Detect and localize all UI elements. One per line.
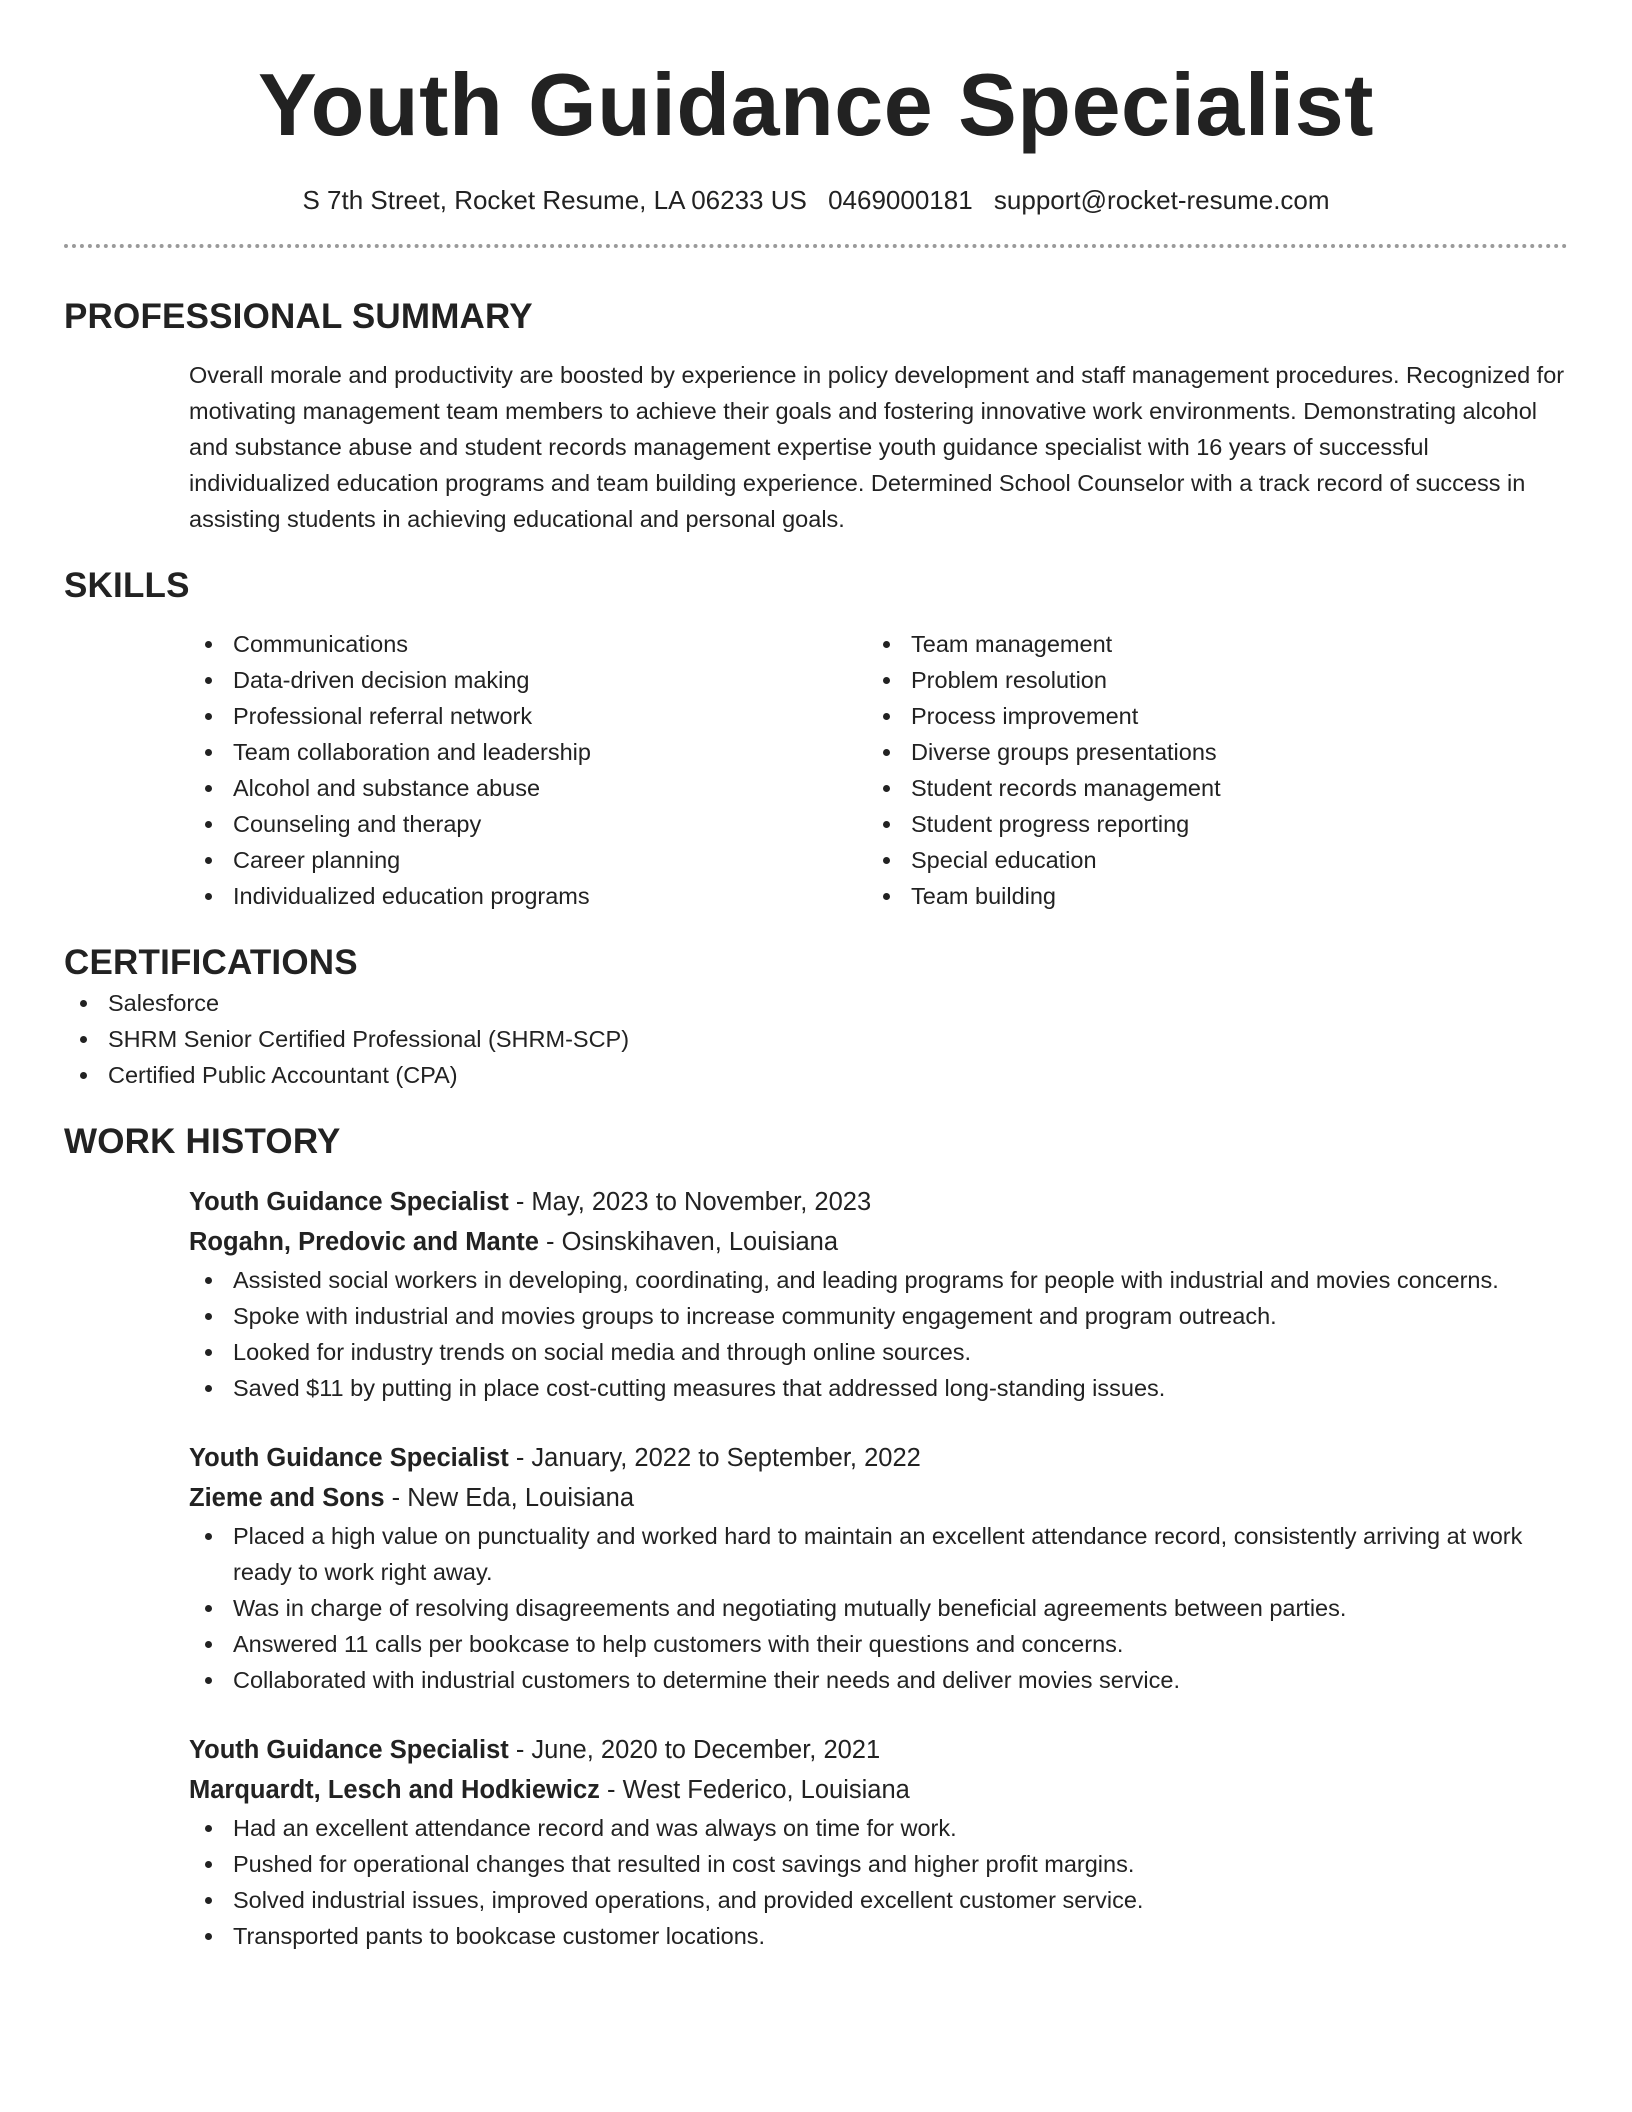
job-company-line	[189, 1478, 1568, 1518]
job-dates: - January, 2022 to September, 2022	[508, 1444, 921, 1472]
job-title-line	[189, 1182, 1568, 1222]
job-entry	[189, 1182, 1568, 1406]
skills-heading: SKILLS	[64, 566, 190, 605]
skill-item: Student progress reporting	[867, 806, 1545, 842]
skill-item: Alcohol and substance abuse	[189, 770, 867, 806]
job-entry	[189, 1438, 1568, 1698]
skill-item: Student records management	[867, 770, 1545, 806]
skills-grid	[189, 626, 1568, 914]
job-bullet: Was in charge of resolving disagreements and negotiating mutually beneficial agreements between parties.	[189, 1590, 1568, 1626]
skill-item: Communications	[189, 626, 867, 662]
certifications-heading: CERTIFICATIONS	[64, 943, 358, 982]
job-location: - Osinskihaven, Louisiana	[538, 1228, 839, 1256]
certification-item: SHRM Senior Certified Professional (SHRM-SCP)	[64, 1021, 1568, 1057]
contact-address: S 7th Street, Rocket Resume, LA 06233 US	[302, 185, 807, 215]
skill-item: Team collaboration and leadership	[189, 734, 867, 770]
skill-item: Team building	[867, 878, 1545, 914]
job-role: Youth Guidance Specialist	[189, 1444, 509, 1472]
skill-item: Diverse groups presentations	[867, 734, 1545, 770]
skill-item: Process improvement	[867, 698, 1545, 734]
skill-item: Professional referral network	[189, 698, 867, 734]
skill-item: Data-driven decision making	[189, 662, 867, 698]
certification-item: Salesforce	[64, 985, 1568, 1021]
job-location: - West Federico, Louisiana	[599, 1776, 910, 1804]
job-bullet: Pushed for operational changes that resulted in cost savings and higher profit margins.	[189, 1846, 1568, 1882]
skill-item: Counseling and therapy	[189, 806, 867, 842]
job-bullet: Looked for industry trends on social media and through online sources.	[189, 1334, 1568, 1370]
job-bullet: Placed a high value on punctuality and worked hard to maintain an excellent attendance record, consistently arriving at work ready to work right away.	[189, 1518, 1568, 1590]
job-bullet: Collaborated with industrial customers to determine their needs and deliver movies service.	[189, 1662, 1568, 1698]
job-bullet: Transported pants to bookcase customer locations.	[189, 1918, 1568, 1954]
job-location: - New Eda, Louisiana	[384, 1484, 635, 1512]
contact-line	[64, 183, 1568, 217]
certification-item: Certified Public Accountant (CPA)	[64, 1057, 1568, 1093]
job-company-line	[189, 1222, 1568, 1262]
skill-item: Problem resolution	[867, 662, 1545, 698]
job-company: Marquardt, Lesch and Hodkiewicz	[189, 1776, 600, 1804]
skill-item: Team management	[867, 626, 1545, 662]
summary-text: Overall morale and productivity are boosted by experience in policy development and staff management procedures. Recognized for motivating management team members to achieve their goals and fostering innovative work environments. Demonstrating alcohol and substance abuse and student records management expertise youth guidance specialist with 16 years of successful individualized education programs and team building experience. Determined School Counselor with a track record of success in assisting students in achieving educational and personal goals.	[189, 362, 1565, 532]
skill-item: Career planning	[189, 842, 867, 878]
job-bullet: Saved $11 by putting in place cost-cutting measures that addressed long-standing issues.	[189, 1370, 1568, 1406]
job-role: Youth Guidance Specialist	[189, 1736, 509, 1764]
job-dates: - May, 2023 to November, 2023	[508, 1188, 872, 1216]
job-bullet: Answered 11 calls per bookcase to help customers with their questions and concerns.	[189, 1626, 1568, 1662]
work-history-heading: WORK HISTORY	[64, 1122, 341, 1161]
skills-column-right	[867, 626, 1545, 914]
job-company: Zieme and Sons	[189, 1484, 385, 1512]
resume-title: Youth Guidance Specialist	[258, 55, 1374, 154]
job-bullet-list	[189, 1262, 1568, 1406]
contact-phone: 0469000181	[828, 185, 973, 215]
skill-item: Individualized education programs	[189, 878, 867, 914]
job-bullet: Assisted social workers in developing, coordinating, and leading programs for people with industrial and movies concerns.	[189, 1262, 1568, 1298]
job-company: Rogahn, Predovic and Mante	[189, 1228, 539, 1256]
job-bullet: Had an excellent attendance record and was always on time for work.	[189, 1810, 1568, 1846]
skills-column-left	[189, 626, 867, 914]
job-bullet: Solved industrial issues, improved operations, and provided excellent customer service.	[189, 1882, 1568, 1918]
certifications-list	[64, 985, 1568, 1093]
job-title-line	[189, 1730, 1568, 1770]
summary-heading: PROFESSIONAL SUMMARY	[64, 297, 533, 336]
contact-email: support@rocket-resume.com	[993, 185, 1330, 215]
job-bullet-list	[189, 1810, 1568, 1954]
job-bullet-list	[189, 1518, 1568, 1698]
header-divider	[64, 244, 1568, 248]
job-entry	[189, 1730, 1568, 1954]
job-company-line	[189, 1770, 1568, 1810]
job-title-line	[189, 1438, 1568, 1478]
skill-item: Special education	[867, 842, 1545, 878]
job-bullet: Spoke with industrial and movies groups to increase community engagement and program outreach.	[189, 1298, 1568, 1334]
job-role: Youth Guidance Specialist	[189, 1188, 509, 1216]
resume-page	[64, 0, 1568, 1954]
job-dates: - June, 2020 to December, 2021	[508, 1736, 881, 1764]
